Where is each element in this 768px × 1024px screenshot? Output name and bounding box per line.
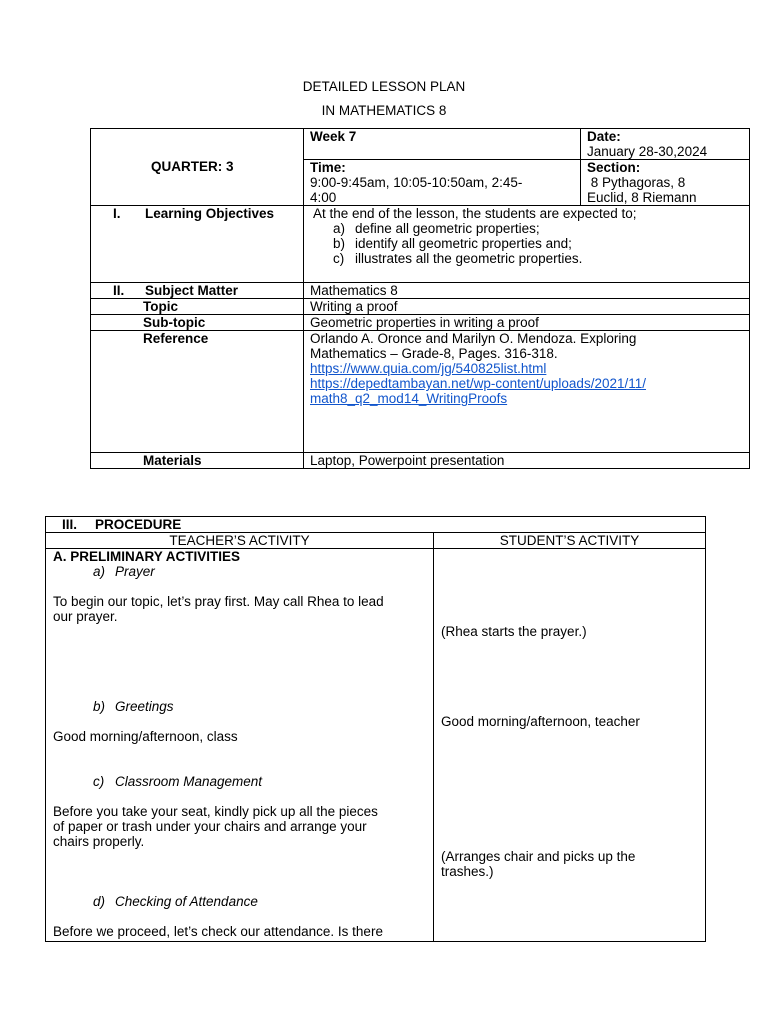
objectives-num: I. — [113, 206, 121, 221]
classroom-management-heading: c) Classroom Management — [93, 774, 263, 789]
section-cell — [581, 160, 750, 206]
attendance-heading: d) Checking of Attendance — [93, 894, 258, 909]
quarter-cell: QUARTER: 3 — [91, 129, 304, 206]
preliminary-activities-heading: A. PRELIMINARY ACTIVITIES — [53, 549, 241, 564]
time-cell — [304, 160, 581, 206]
prayer-student-text: (Rhea starts the prayer.) — [441, 624, 587, 639]
subject-label: Subject Matter — [145, 283, 239, 298]
section-value-1: 8 Pythagoras, 8 — [587, 175, 686, 190]
classroom-student-text: (Arranges chair and picks up the — [441, 849, 636, 864]
teacher-activity-cell — [46, 549, 434, 942]
section-value-2: Euclid, 8 Riemann — [587, 190, 697, 205]
prayer-heading: a) Prayer — [93, 564, 155, 579]
week-cell: Week 7 — [304, 129, 581, 160]
attendance-teacher-text: Before we proceed, let’s check our attendance. Is there — [53, 924, 383, 939]
reference-line: Mathematics – Grade-8, Pages. 316-318. — [310, 346, 558, 361]
document-title: DETAILED LESSON PLAN — [302, 79, 466, 94]
greetings-heading: b) Greetings — [93, 699, 174, 714]
reference-link-quia[interactable]: https://www.quia.com/jg/540825list.html — [310, 361, 547, 376]
objectives-label-cell — [91, 206, 304, 283]
reference-label: Reference — [91, 331, 304, 453]
prayer-teacher-text: our prayer. — [53, 609, 118, 624]
materials-value: Laptop, Powerpoint presentation — [304, 453, 750, 469]
topic-value: Writing a proof — [304, 299, 750, 315]
prayer-teacher-text: To begin our topic, let’s pray first. May call Rhea to lead — [53, 594, 384, 609]
procedure-table — [45, 516, 706, 942]
classroom-student-text: trashes.) — [441, 864, 494, 879]
objective-item: c) illustrates all the geometric properties. — [333, 251, 583, 266]
subtopic-value: Geometric properties in writing a proof — [304, 315, 750, 331]
topic-label: Topic — [91, 299, 304, 315]
time-value-1: 9:00-9:45am, 10:05-10:50am, 2:45- — [310, 175, 523, 190]
objectives-label: Learning Objectives — [145, 206, 275, 221]
objective-item: a) define all geometric properties; — [333, 221, 540, 236]
student-activity-header: STUDENT’S ACTIVITY — [434, 533, 706, 549]
objective-item: b) identify all geometric properties and; — [333, 236, 572, 251]
subtopic-label: Sub-topic — [91, 315, 304, 331]
section-label: Section: — [587, 160, 641, 175]
materials-label: Materials — [91, 453, 304, 469]
student-activity-cell — [434, 549, 706, 942]
greetings-student-text: Good morning/afternoon, teacher — [441, 714, 640, 729]
objectives-intro: At the end of the lesson, the students are expected to; — [313, 206, 637, 221]
teacher-activity-header: TEACHER’S ACTIVITY — [46, 533, 434, 549]
subject-label-cell: II. Subject Matter — [91, 283, 304, 299]
classroom-teacher-text: Before you take your seat, kindly pick up all the pieces — [53, 804, 378, 819]
date-value: January 28-30,2024 — [587, 144, 708, 159]
subject-value: Mathematics 8 — [304, 283, 750, 299]
objectives-content — [304, 206, 750, 283]
procedure-heading: III. PROCEDURE — [46, 517, 706, 533]
time-label: Time: — [310, 160, 346, 175]
classroom-teacher-text: chairs properly. — [53, 834, 145, 849]
reference-content — [304, 331, 750, 453]
time-value-2: 4:00 — [310, 190, 337, 205]
date-cell — [581, 129, 750, 160]
lesson-info-table — [90, 128, 750, 469]
reference-link-depedtambayan-cont[interactable]: math8_q2_mod14_WritingProofs — [310, 391, 508, 406]
classroom-teacher-text: of paper or trash under your chairs and arrange your — [53, 819, 367, 834]
date-label: Date: — [587, 129, 621, 144]
greetings-teacher-text: Good morning/afternoon, class — [53, 729, 238, 744]
reference-line: Orlando A. Oronce and Marilyn O. Mendoza. Exploring — [310, 331, 637, 346]
reference-link-depedtambayan[interactable]: https://depedtambayan.net/wp-content/uploads/2021/11/ — [310, 376, 646, 391]
document-subtitle: IN MATHEMATICS 8 — [321, 103, 447, 118]
